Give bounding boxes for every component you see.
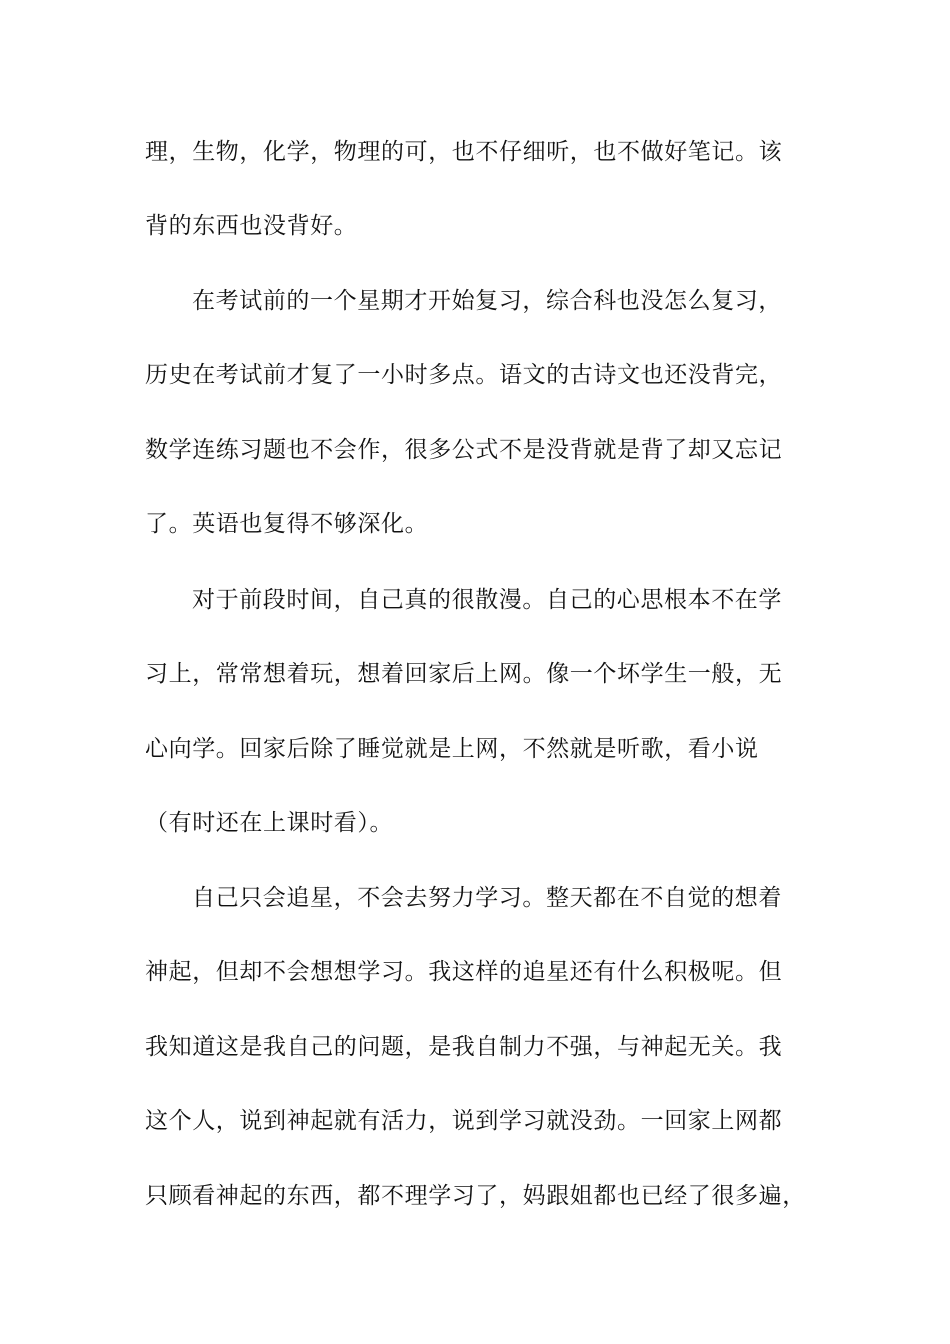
text-line: 我知道这是我自己的问题，是我自制力不强，与神起无关。我 — [145, 1034, 783, 1060]
text-line: 历史在考试前才复了一小时多点。语文的古诗文也还没背完， — [145, 362, 783, 388]
paragraph-start-line: 自己只会追星，不会去努力学习。整天都在不自觉的想着 — [192, 885, 782, 911]
text-line: （有时还在上课时看）。 — [145, 810, 394, 836]
text-line: 只顾看神起的东西，都不理学习了，妈跟姐都也已经了很多遍， — [145, 1183, 806, 1209]
paragraph-start-line: 对于前段时间，自己真的很散漫。自己的心思根本不在学 — [192, 587, 782, 613]
paragraph-start-line: 在考试前的一个星期才开始复习，综合科也没怎么复习， — [192, 288, 782, 314]
text-line: 背的东西也没背好。 — [145, 213, 358, 239]
text-line: 数学连练习题也不会作，很多公式不是没背就是背了却又忘记 — [145, 437, 783, 463]
text-line: 了。英语也复得不够深化。 — [145, 511, 429, 537]
text-line: 心向学。回家后除了睡觉就是上网，不然就是听歌，看小说 — [145, 736, 759, 762]
text-line: 神起，但却不会想想学习。我这样的追星还有什么积极呢。但 — [145, 959, 783, 985]
text-line: 习上，常常想着玩，想着回家后上网。像一个坏学生一般，无 — [145, 661, 783, 687]
text-line: 理，生物，化学，物理的可，也不仔细听，也不做好笔记。该 — [145, 139, 783, 165]
text-line: 这个人，说到神起就有活力，说到学习就没劲。一回家上网都 — [145, 1108, 783, 1134]
